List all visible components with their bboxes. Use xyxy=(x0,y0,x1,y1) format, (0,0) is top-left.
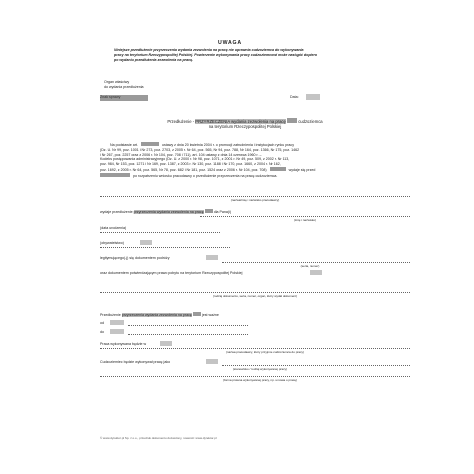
stay-document-line xyxy=(100,292,410,293)
permit-field[interactable] xyxy=(205,209,213,213)
body-text: poz. 1692, z 2005 r. Nr 64, poz. 565, Nr 78, poz. 682 i Nr 181, poz. 1524 oraz z 2006 r. Nr 104, poz. 708) xyxy=(100,167,267,172)
residence-caption: (seria, numer) xyxy=(300,264,320,268)
birthdate-line xyxy=(100,232,220,233)
to-date-field[interactable] xyxy=(110,329,124,334)
citizenship-line xyxy=(100,247,230,248)
stay-caption: (rodzaj dokumentu, seria, numer, organ, który wydał dokument) xyxy=(212,294,298,298)
case-number-field[interactable]: Znak sprawy xyxy=(100,95,148,101)
name-caption: (imię i nazwisko) xyxy=(293,218,317,222)
title-suffix: cudzoziemca xyxy=(298,119,323,124)
title-highlight: PRZYRZECZENIA wydania zezwolenia na pracę xyxy=(195,119,286,124)
body-text: Na podstawie art. xyxy=(110,143,138,147)
workplace-field[interactable] xyxy=(160,341,172,346)
birthdate-label: (data urodzenia) xyxy=(100,226,127,230)
employer-line xyxy=(100,196,410,197)
issuer-stamp-line: Organ właściwy xyxy=(104,80,130,84)
to-label: do xyxy=(100,330,104,334)
citizenship-label: (obywatelstwo) xyxy=(100,241,124,245)
from-date-line xyxy=(128,325,248,326)
date-decision-field[interactable] xyxy=(100,173,130,177)
warning-note xyxy=(114,48,434,62)
uwaga-heading: UWAGA xyxy=(218,40,242,46)
authority-field[interactable] xyxy=(270,167,286,171)
from-date-field[interactable] xyxy=(110,320,124,325)
extension-text: jest ważne xyxy=(201,313,219,317)
from-label: od xyxy=(100,321,104,325)
workplace-caption: (nazwa pracodawcy, który przyjmie cudzoziemca do pracy) xyxy=(225,350,305,354)
body-line: Kodeks postępowania administracyjnego (Dz. U. z 2000 r. Nr 98, poz. 1071, z 2001 r. Nr 49, poz. 509, z 2002 r. Nr 113, xyxy=(100,157,290,162)
stay-label: oraz dokumentem potwierdzającym prawo pobytu na terytorium Rzeczypospolitej Polskiej xyxy=(100,271,243,275)
permit-text: wydaje przedłużenie xyxy=(100,210,133,214)
stay-document-field[interactable] xyxy=(310,270,322,275)
name-line xyxy=(200,216,410,217)
employer-caption: (nazwa/imię i nazwisko pracodawcy) xyxy=(230,198,280,202)
article-field[interactable] xyxy=(141,142,159,146)
permit-line xyxy=(100,209,231,215)
issuer-stamp-line: do wydania przedłużenia xyxy=(104,84,144,89)
citizenship-field[interactable] xyxy=(140,240,152,245)
body-line xyxy=(100,173,430,179)
permit-text: dla Pana(i) xyxy=(213,210,232,214)
position-field[interactable] xyxy=(206,359,218,364)
to-date-line xyxy=(128,334,248,335)
extension-highlight: przyrzeczenia wydania zezwolenia na pracę xyxy=(121,313,192,317)
workplace-line xyxy=(100,348,410,349)
warning-note-line: po wydaniu przedłużenia zezwolenia na pracę. xyxy=(114,57,194,62)
body-line: (Dz. U. Nr 99, poz. 1001 i Nr 273, poz. 2703, z 2005 r. Nr 64, poz. 565, Nr 94, poz. 788, Nr 164, poz. 1366, Nr 175, poz. 1462 xyxy=(100,147,300,152)
position-label: Cudzoziemiec będzie wykonywał pracę jako xyxy=(100,360,171,364)
travel-document-line xyxy=(222,262,410,263)
form-line xyxy=(100,376,410,377)
body-text: wydaje się przed xyxy=(288,167,316,172)
body-line: poz. 984, Nr 153, poz. 1271 i Nr 169, poz. 1387, z 2003 r. Nr 130, poz. 1188 i Nr 170, poz. 1660, z 2004 r. Nr 162, xyxy=(100,162,281,167)
title-prefix: Przedłużenie - xyxy=(167,119,195,124)
warning-note-line: pracy na terytorium Rzeczypospolitej Polskiej. Powierzenie wykonywania pracy cudzoziemcowi może nastąpić dopiero xyxy=(114,52,318,57)
workplace-label: Praca wykonywana będzie w xyxy=(100,342,147,346)
position-line xyxy=(222,365,410,366)
issuer-stamp xyxy=(104,80,144,90)
travel-document-field[interactable] xyxy=(206,255,218,260)
footer-text: © www.dyrektor.pl Sp. z o.o., przedruk dokumentu dozwolony, nowości: www.dyrektor.pl xyxy=(100,436,217,440)
warning-note-line: Niniejsze przedłużenie przyrzeczenia wydania zezwolenia na pracę nie uprawnia cudzoziemca do wykonywania xyxy=(114,48,304,52)
form-caption: (forma prawna wykonywanej pracy, np. umowa o pracę) xyxy=(222,378,298,382)
position-caption: (stanowisko / rodzaj wykonywanej pracy) xyxy=(232,367,288,371)
date-field[interactable] xyxy=(306,94,320,100)
permit-highlight: przyrzeczenia wydania zezwolenia na pracę xyxy=(133,210,204,214)
extension-line xyxy=(100,312,219,318)
title-line2: na terytorium Rzeczypospolitej Polskiej xyxy=(208,124,282,129)
body-text: po rozpatrzeniu wniosku pracodawcy o przedłużenie przyrzeczenia na pracę cudzoziemca. xyxy=(133,173,278,178)
body-text: ustawy z dnia 20 kwietnia 2004 r. o promocji zatrudnienia i instytucjach rynku pracy xyxy=(161,143,295,147)
extension-text: Przedłużenie xyxy=(100,313,121,317)
body-line: i Nr 267, poz. 2257 oraz z 2006 r. Nr 104, poz. 708 i 711), art. 104 ustawy z dnia 14 czerwca 1960 r. – xyxy=(100,152,262,157)
extension-field[interactable] xyxy=(193,312,201,316)
title-field[interactable] xyxy=(287,118,297,123)
residence-label: legitymującego(-j) się dokumentem podróży xyxy=(100,256,170,260)
legal-basis xyxy=(100,142,430,179)
date-label: Data: xyxy=(290,95,299,99)
